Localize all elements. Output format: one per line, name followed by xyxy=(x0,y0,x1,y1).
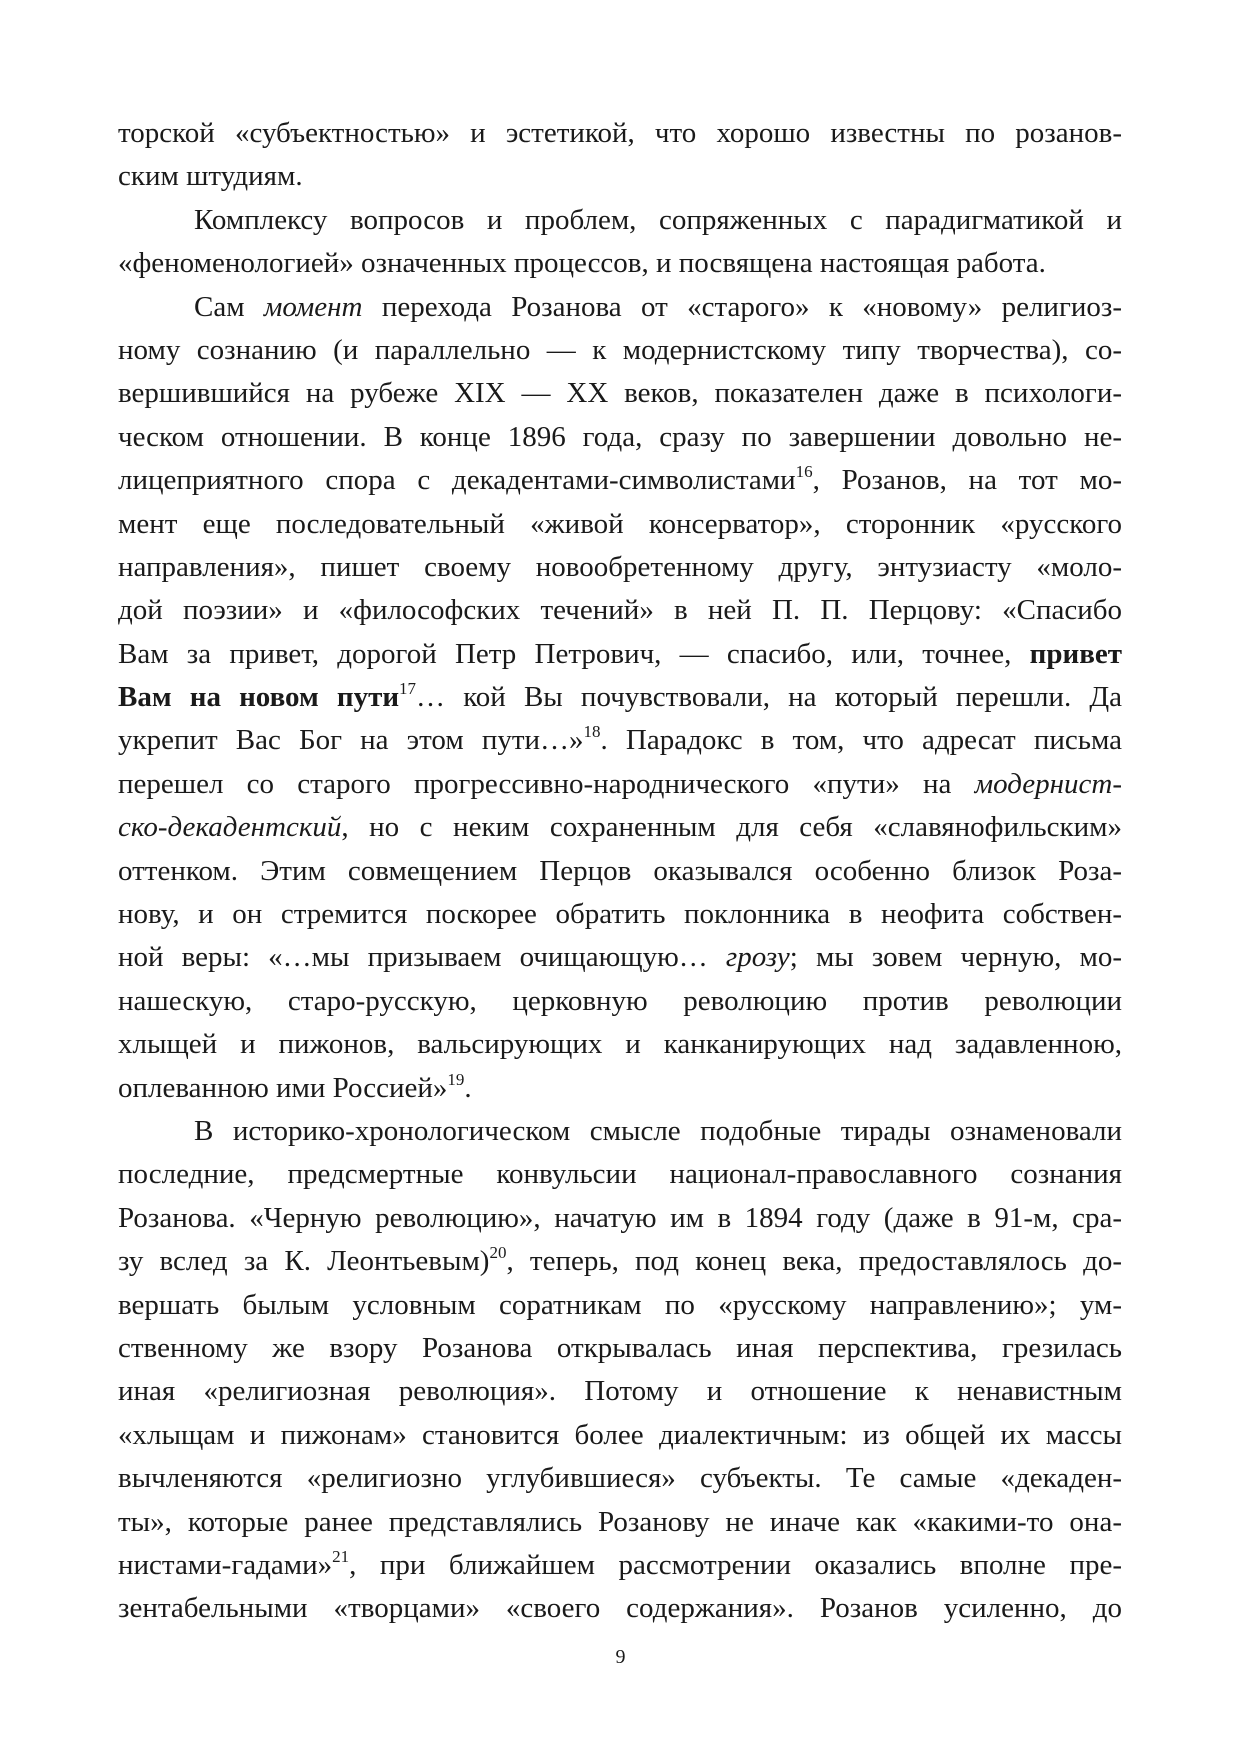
text-line: оттенком. Этим совмещением Перцов оказывался особенно близок Роза- xyxy=(118,854,1122,887)
paragraph-3 xyxy=(118,286,1122,1110)
text-line: ному сознанию (и параллельно — к модернистскому типу творчества), со- xyxy=(118,333,1122,366)
italic-text: момент xyxy=(263,290,363,323)
text-line: В историко-хронологическом смысле подобные тирады ознаменовали xyxy=(194,1114,1122,1147)
text-line: ты», которые ранее представлялись Розанову не иначе как «какими-то она- xyxy=(118,1505,1122,1538)
text-line: нову, и он стремится поскорее обратить поклонника в неофита собствен- xyxy=(118,898,1122,931)
text-line: нашескую, старо-русскую, церковную революцию против революции xyxy=(118,984,1122,1017)
footnote-ref-17[interactable]: 17 xyxy=(399,679,417,699)
text-line: Комплексу вопросов и проблем, сопряженных с парадигматикой и xyxy=(194,203,1122,236)
footnote-ref-18[interactable]: 18 xyxy=(583,722,601,742)
text-run: лицеприятного спора с декадентами-символистами xyxy=(118,464,796,497)
text-run: , теперь, под конец века, предоставлялось до- xyxy=(506,1245,1122,1278)
paragraph-4 xyxy=(118,1110,1122,1631)
text-line: «хлыщам и пижонам» становится более диалектичным: из общей их массы xyxy=(118,1418,1122,1451)
text-line xyxy=(118,719,1122,762)
text-run: , но с неким сохраненным для себя «славянофильским» xyxy=(341,811,1122,844)
paragraph-1 xyxy=(118,112,1122,199)
text-line: вершать былым условным соратникам по «русскому направлению»; ум- xyxy=(118,1288,1122,1321)
text-line: торской «субъектностью» и эстетикой, что хорошо известны по розанов- xyxy=(118,117,1122,149)
text-run: Сам xyxy=(194,290,264,323)
text-run: ; мы зовем черную, мо- xyxy=(789,941,1122,974)
page-number: 9 xyxy=(615,1646,626,1668)
text-line: Розанова. «Черную революцию», начатую им в 1894 году (даже в 91-м, сра- xyxy=(118,1201,1122,1234)
text-run: оплеванною ими Россией» xyxy=(118,1071,448,1104)
text-run: укрепит Вас Бог на этом пути…» xyxy=(118,724,584,757)
italic-text: грозу xyxy=(725,941,790,974)
text-line: хлыщей и пижонов, вальсирующих и канканирующих над задавленною, xyxy=(118,1028,1122,1061)
text-line xyxy=(118,459,1122,502)
text-line xyxy=(118,763,1122,806)
text-line: зентабельными «творцами» «своего содержания». Розанов усиленно, до xyxy=(118,1592,1122,1625)
text-line: мент еще последовательный «живой консерватор», сторонник «русского xyxy=(118,507,1122,540)
text-run: , Розанов, на тот мо- xyxy=(812,464,1122,497)
text-line xyxy=(118,286,1122,329)
footnote-ref-19[interactable]: 19 xyxy=(447,1069,465,1089)
text-line xyxy=(118,676,1122,719)
bold-text: Вам на новом пути xyxy=(118,681,400,714)
text-run: нистами-гадами» xyxy=(118,1548,333,1581)
italic-text: модернист- xyxy=(974,767,1122,800)
text-run: перехода Розанова от «старого» к «новому» религиоз- xyxy=(362,290,1122,323)
italic-text: ско-декадентский xyxy=(118,811,342,844)
text-run: . Парадокс в том, что адресат письма xyxy=(600,724,1122,757)
text-line: направления», пишет своему новообретенному другу, энтузиасту «моло- xyxy=(118,550,1122,583)
text-run: Вам за привет, дорогой Петр Петрович, — спасибо, или, точнее, xyxy=(118,637,1030,670)
paragraph-2 xyxy=(118,199,1122,286)
footnote-ref-21[interactable]: 21 xyxy=(332,1546,350,1566)
document-body xyxy=(118,112,1122,1631)
text-run: … кой Вы почувствовали, на который перешли. Да xyxy=(416,681,1122,714)
text-line: вычленяются «религиозно углубившиеся» субъекты. Те самые «декаден- xyxy=(118,1462,1122,1495)
text-run: , при ближайшем рассмотрении оказались вполне пре- xyxy=(349,1548,1122,1581)
text-line xyxy=(118,1240,1122,1283)
text-line: вершившийся на рубеже XIX — XX веков, показателен даже в психологи- xyxy=(118,377,1122,410)
text-line: ским штудиям. xyxy=(118,160,303,193)
text-line: последние, предсмертные конвульсии национал-православного сознания xyxy=(118,1158,1122,1191)
text-line: дой поэзии» и «философских течений» в ней П. П. Перцову: «Спасибо xyxy=(118,594,1122,627)
text-line xyxy=(118,936,1122,979)
text-line xyxy=(118,633,1122,676)
text-run: перешел со старого прогрессивно-народнического «пути» на xyxy=(118,767,975,800)
text-line: «феноменологией» означенных процессов, и посвящена настоящая работа. xyxy=(118,247,1046,280)
text-line: иная «религиозная революция». Потому и отношение к ненавистным xyxy=(118,1375,1122,1408)
text-run: ной веры: «…мы призываем очищающую… xyxy=(118,941,726,974)
text-line: ческом отношении. В конце 1896 года, сразу по завершении довольно не- xyxy=(118,420,1122,453)
text-run: . xyxy=(464,1071,472,1104)
footnote-ref-20[interactable]: 20 xyxy=(489,1243,507,1263)
text-line xyxy=(118,806,1122,849)
footnote-ref-16[interactable]: 16 xyxy=(795,462,813,482)
bold-text: привет xyxy=(1029,637,1122,670)
text-line xyxy=(118,1067,1122,1110)
text-run: зу вслед за К. Леонтьевым) xyxy=(118,1245,490,1278)
text-line xyxy=(118,1544,1122,1587)
text-line: ственному же взору Розанова открывалась иная перспектива, грезилась xyxy=(118,1331,1122,1364)
